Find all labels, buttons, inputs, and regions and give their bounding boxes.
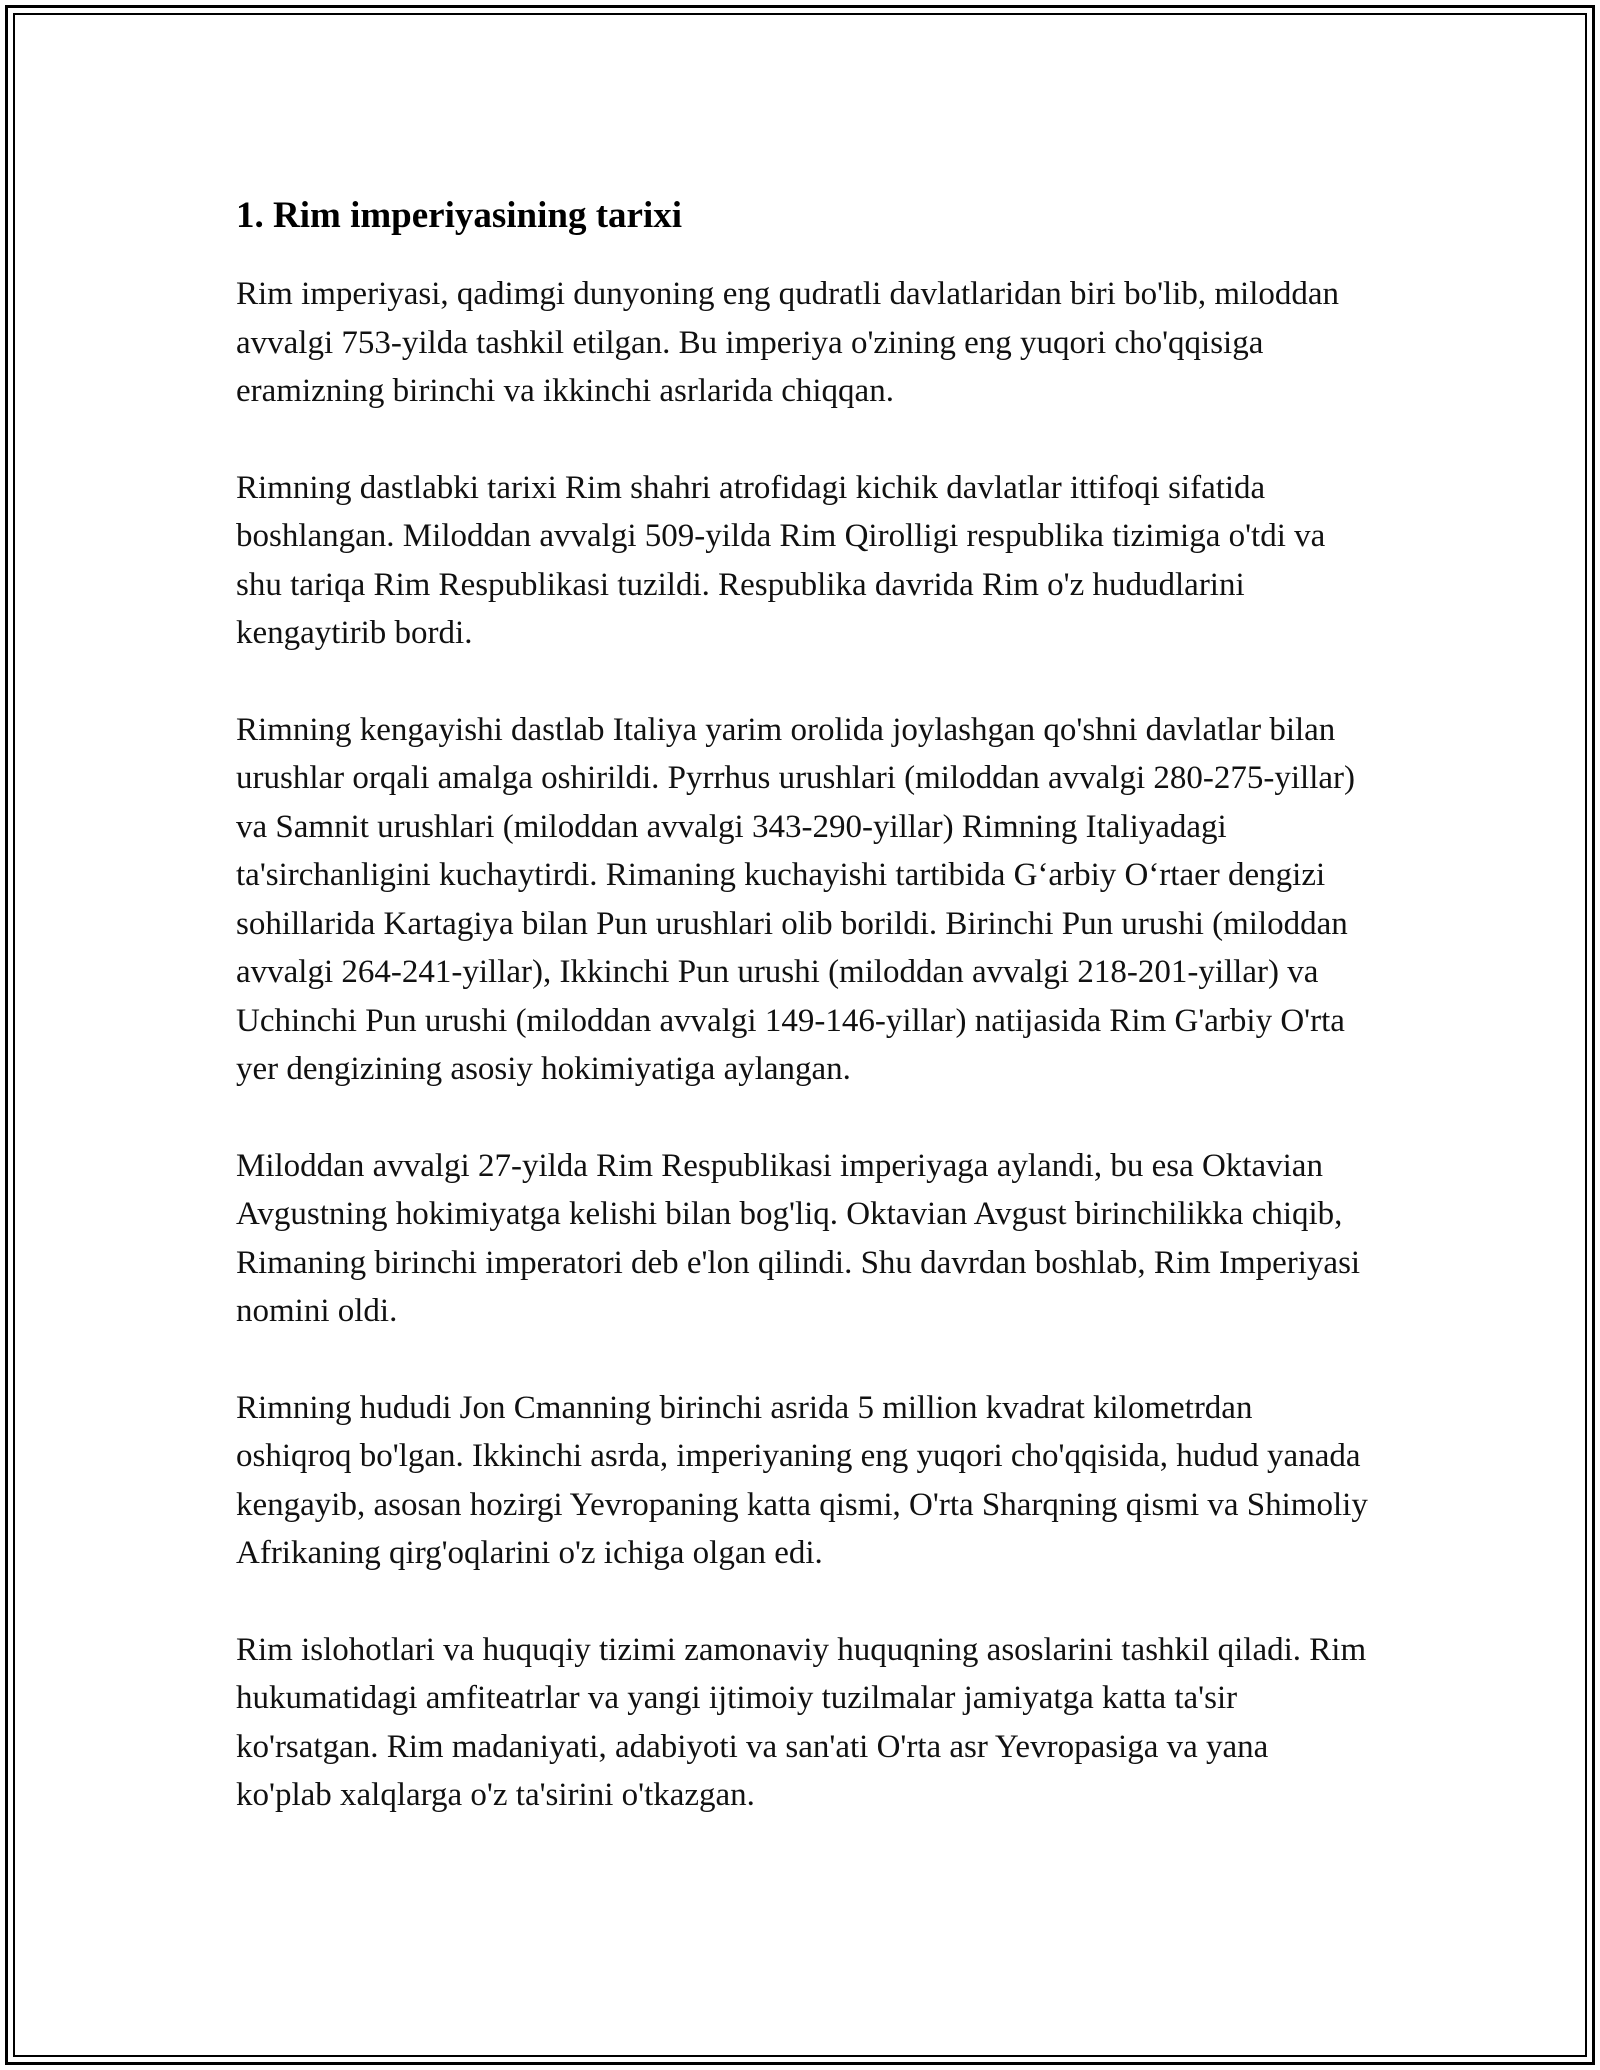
section-heading: 1. Rim imperiyasining tarixi <box>236 195 683 236</box>
paragraph-intro: Rim imperiyasi, qadimgi dunyoning eng qudratli davlatlaridan biri bo'lib, miloddan avvalgi 753-yilda tashkil etilgan. Bu imperiya o'zining eng yuqori cho'qqisiga eramizning birinchi va ikkinchi asrlarida chiqqan. <box>236 276 1340 409</box>
paragraph-expansion: Rimning kengayishi dastlab Italiya yarim orolida joylashgan qo'shni davlatlar bilan urushlar orqali amalga oshirildi. Pyrrhus urushlari (miloddan avvalgi 280-275-yillar) va Samnit urushlari (miloddan avvalgi 343-290-yillar) Rimning Italiyadagi ta'sirchanligini kuchaytirdi. Rimaning kuchayishi tartibida G‘arbiy O‘rtaer dengizi sohillarida Kartagiya bilan Pun urushlari olib borildi. Birinchi Pun urushi (miloddan avvalgi 264-241-yillar), Ikkinchi Pun urushi (miloddan avvalgi 218-201-yillar) va Uchinchi Pun urushi (miloddan avvalgi 149-146-yillar) natijasida Rim G'arbiy O'rta yer dengizining asosiy hokimiyatiga aylangan. <box>236 711 1356 1087</box>
paragraph-territory: Rimning hududi Jon Cmanning birinchi asrida 5 million kvadrat kilometrdan oshiqroq bo'lgan. Ikkinchi asrda, imperiyaning eng yuqori cho'qqisida, hudud yanada kengayib, asosan hozirgi Yevropaning katta qismi, O'rta Sharqning qismi va Shimoliy Afrikaning qirg'oqlarini o'z ichiga olgan edi. <box>236 1389 1368 1571</box>
paragraph-early-history: Rimning dastlabki tarixi Rim shahri atrofidagi kichik davlatlar ittifoqi sifatida boshlangan. Miloddan avvalgi 509-yilda Rim Qirolligi respublika tizimiga o'tdi va shu tariqa Rim Respublikasi tuzildi. Respublika davrida Rim o'z hududlarini kengaytirib bordi. <box>236 469 1326 651</box>
paragraph-legacy: Rim islohotlari va huquqiy tizimi zamonaviy huquqning asoslarini tashkil qiladi. Rim hukumatidagi amfiteatrlar va yangi ijtimoiy tuzilmalar jamiyatga katta ta'sir ko'rsatgan. Rim madaniyati, adabiyoti va san'ati O'rta asr Yevropasiga va yana ko'plab xalqlarga o'z ta'sirini o'tkazgan. <box>236 1631 1367 1813</box>
document-body <box>236 190 1372 1868</box>
paragraph-empire: Miloddan avvalgi 27-yilda Rim Respublikasi imperiyaga aylandi, bu esa Oktavian Avgustning hokimiyatga kelishi bilan bog'liq. Oktavian Avgust birinchilikka chiqib, Rimaning birinchi imperatori deb e'lon qilindi. Shu davrdan boshlab, Rim Imperiyasi nomini oldi. <box>236 1147 1361 1329</box>
